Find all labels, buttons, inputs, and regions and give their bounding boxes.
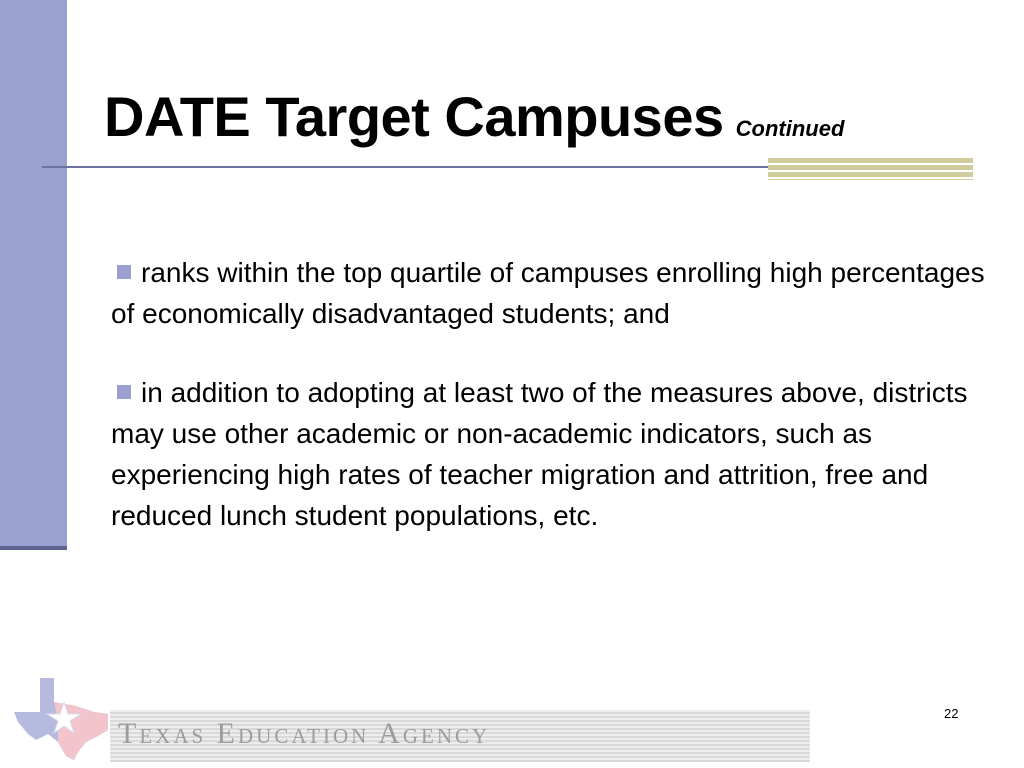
bullet-item — [111, 252, 1001, 334]
left-accent-bar — [0, 0, 67, 546]
bullet-text: ranks within the top quartile of campuses enrolling high percentages of economically disadvantaged students; and — [111, 257, 985, 329]
square-bullet-icon — [117, 265, 131, 279]
title-divider-accent — [768, 158, 973, 180]
page-number: 22 — [944, 706, 959, 721]
bullet-list — [111, 252, 1001, 574]
slide-title — [104, 84, 844, 149]
slide-title-continued: Continued — [735, 116, 845, 141]
bullet-text: in addition to adopting at least two of the measures above, districts may use other academic or non-academic indicators, such as experiencing high rates of teacher migration and attrition, free and reduced lunch student populations, etc. — [111, 377, 968, 531]
left-accent-bar-edge — [0, 546, 67, 550]
texas-star-logo-icon — [14, 676, 110, 760]
agency-name: Texas Education Agency — [118, 717, 491, 750]
bullet-item — [111, 372, 1001, 536]
footer-agency-band — [110, 710, 810, 762]
slide-title-main: DATE Target Campuses — [104, 85, 724, 148]
square-bullet-icon — [117, 385, 131, 399]
